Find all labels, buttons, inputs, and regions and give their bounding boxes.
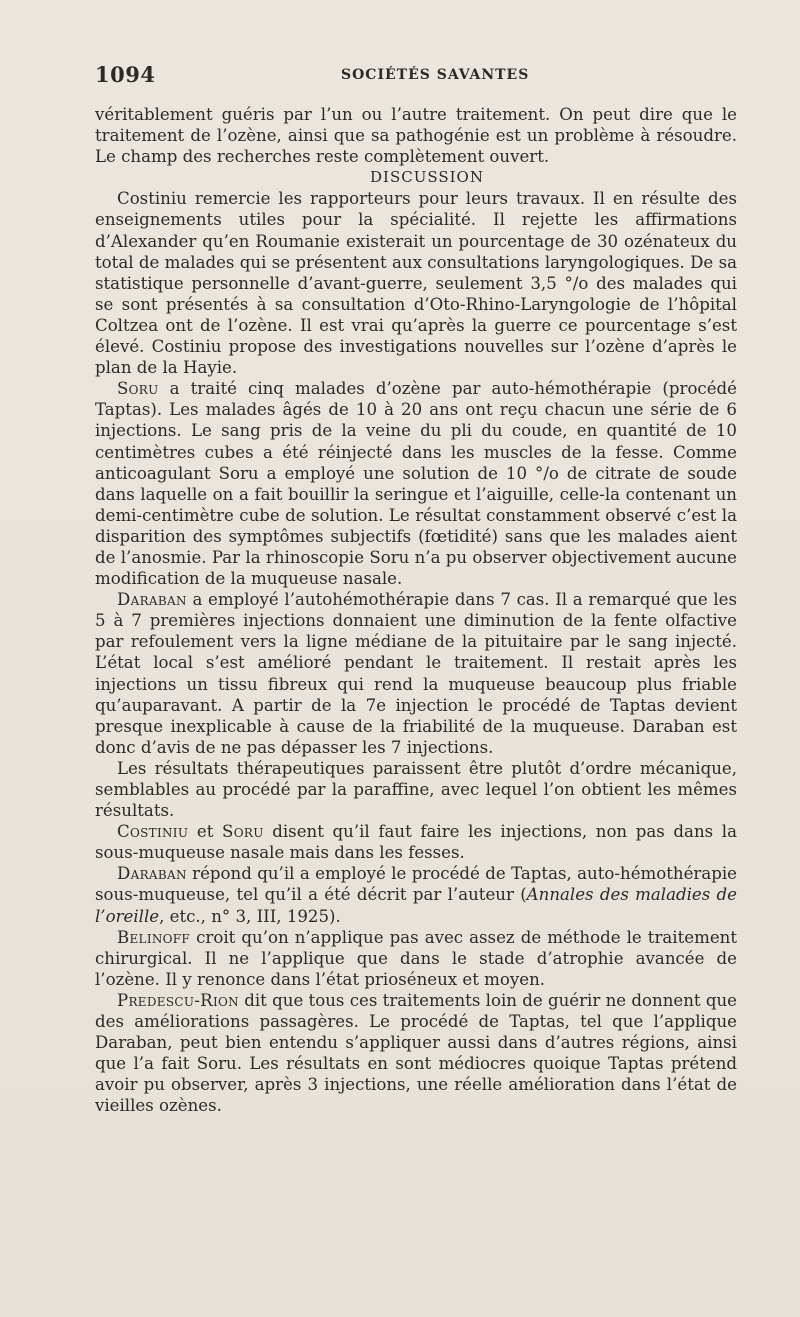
conjunction: et (188, 822, 223, 842)
intro-paragraph: véritablement guéris par l’un ou l’autre traitement. On peut dire que le traitement de l’ozène, ainsi que sa pathogénie est un problème à résoudre. Le champ des recherches reste complètement ouvert. (95, 105, 737, 167)
paragraph-soru (95, 378, 737, 589)
paragraph-text: , etc., n° 3, III, 1925). (159, 906, 341, 926)
paragraph-text: a employé l’autohémothérapie dans 7 cas. Il a remarqué que les 5 à 7 premières injections donnaient une diminution de la fente olfactive par refoulement vers la ligne médiane de la pituitaire par le sang injecté. L’état local s’est amélioré pendant le traitement. Il restait après les injections un tissu fibreux qui rend la muqueuse beaucoup plus friable qu’auparavant. A partir de la 7e injection le procédé de Taptas devient presque inexplicable à cause de la friabilité de la muqueuse. Daraban est donc d’avis de ne pas dépasser les 7 injections. (95, 590, 737, 757)
article-body (95, 104, 737, 1117)
speaker-name: Predescu-Rion (117, 990, 239, 1010)
page-number: 1094 (95, 62, 156, 87)
paragraph-resultats: Les résultats thérapeutiques paraissent être plutôt d’ordre mécanique, semblables au procédé par la paraffine, avec lequel l’on obtient les mêmes résultats. (95, 758, 737, 821)
paragraph-costiniu-soru (95, 821, 737, 863)
speaker-name: Soru (222, 822, 264, 842)
paragraph-daraban-2 (95, 863, 737, 926)
paragraph-predescu-rion (95, 990, 737, 1117)
speaker-name: Costiniu (117, 822, 189, 842)
paragraph-text: croit qu’on n’applique pas avec assez de méthode le traitement chirurgical. Il ne l’applique que dans le stade d’atrophie avancée de l’ozène. Il y renonce dans l’état prioséneux et moyen. (95, 927, 737, 989)
speaker-name: Belinoff (117, 927, 191, 947)
speaker-name: Daraban (117, 864, 187, 884)
paragraph-belinoff (95, 927, 737, 990)
paragraph-text: a traité cinq malades d’ozène par auto-hémothérapie (procédé Taptas). Les malades âgés de 10 à 20 ans ont reçu chacun une série de 6 injections. Le sang pris de la veine du pli du coude, en quantité de 10 centimètres cubes a été réinjecté dans les muscles de la fesse. Comme anticoagulant Soru a employé une solution de 10 °/o de citrate de soude dans laquelle on a fait bouillir la seringue et l’aiguille, celle-la contenant un demi-centimètre cube de solution. Le résultat constamment observé c’est la disparition des symptômes subjectifs (fœtidité) sans que les malades aient de l’anosmie. Par la rhinoscopie Soru n’a pu observer objectivement aucune modification de la muqueuse nasale. (95, 379, 737, 589)
paragraph-daraban-1 (95, 589, 737, 758)
paragraph-costiniu: Costiniu remercie les rapporteurs pour leurs travaux. Il en résulte des enseignements utiles pour la spécialité. Il rejette les affirmations d’Alexander qu’en Roumanie existerait un pourcentage de 30 ozénateux du total de malades qui se présentent aux consultations laryngologiques. De sa statistique personnelle d’avant-guerre, seulement 3,5 °/o des malades qui se sont présentés à sa consultation d’Oto-Rhino-Laryngologie de l’hôpital Coltzea ont de l’ozène. Il est vrai qu’après la guerre ce pourcentage s’est élevé. Costiniu propose des investigations nouvelles sur l’ozène d’après le plan de la Hayie. (95, 189, 737, 378)
journal-citation: Annales des maladies de l’oreille (95, 885, 737, 926)
page-header (95, 62, 735, 92)
paragraph-text: disent qu’il faut faire les injections, non pas dans la sous-muqueuse nasale mais dans les fesses. (95, 822, 737, 863)
running-head: SOCIÉTÉS SAVANTES (341, 67, 530, 83)
section-heading-discussion: DISCUSSION (370, 168, 484, 187)
speaker-name: Daraban (117, 590, 187, 610)
paragraph-text: dit que tous ces traitements loin de guérir ne donnent que des améliorations passagères. Le procédé de Taptas, tel que l’applique Daraban, peut bien entendu s’appliquer aussi dans d’autres régions, ainsi que l’a fait Soru. Les résultats en sont médiocres quoique Taptas prétend avoir pu observer, après 3 injections, une réelle amélioration dans l’état de vieilles ozènes. (95, 990, 737, 1116)
paragraph-text: répond qu’il a employé le procédé de Taptas, auto-hémothérapie sous-muqueuse, tel qu’il a été décrit par l’auteur ( (95, 864, 737, 905)
speaker-name: Soru (117, 379, 159, 399)
